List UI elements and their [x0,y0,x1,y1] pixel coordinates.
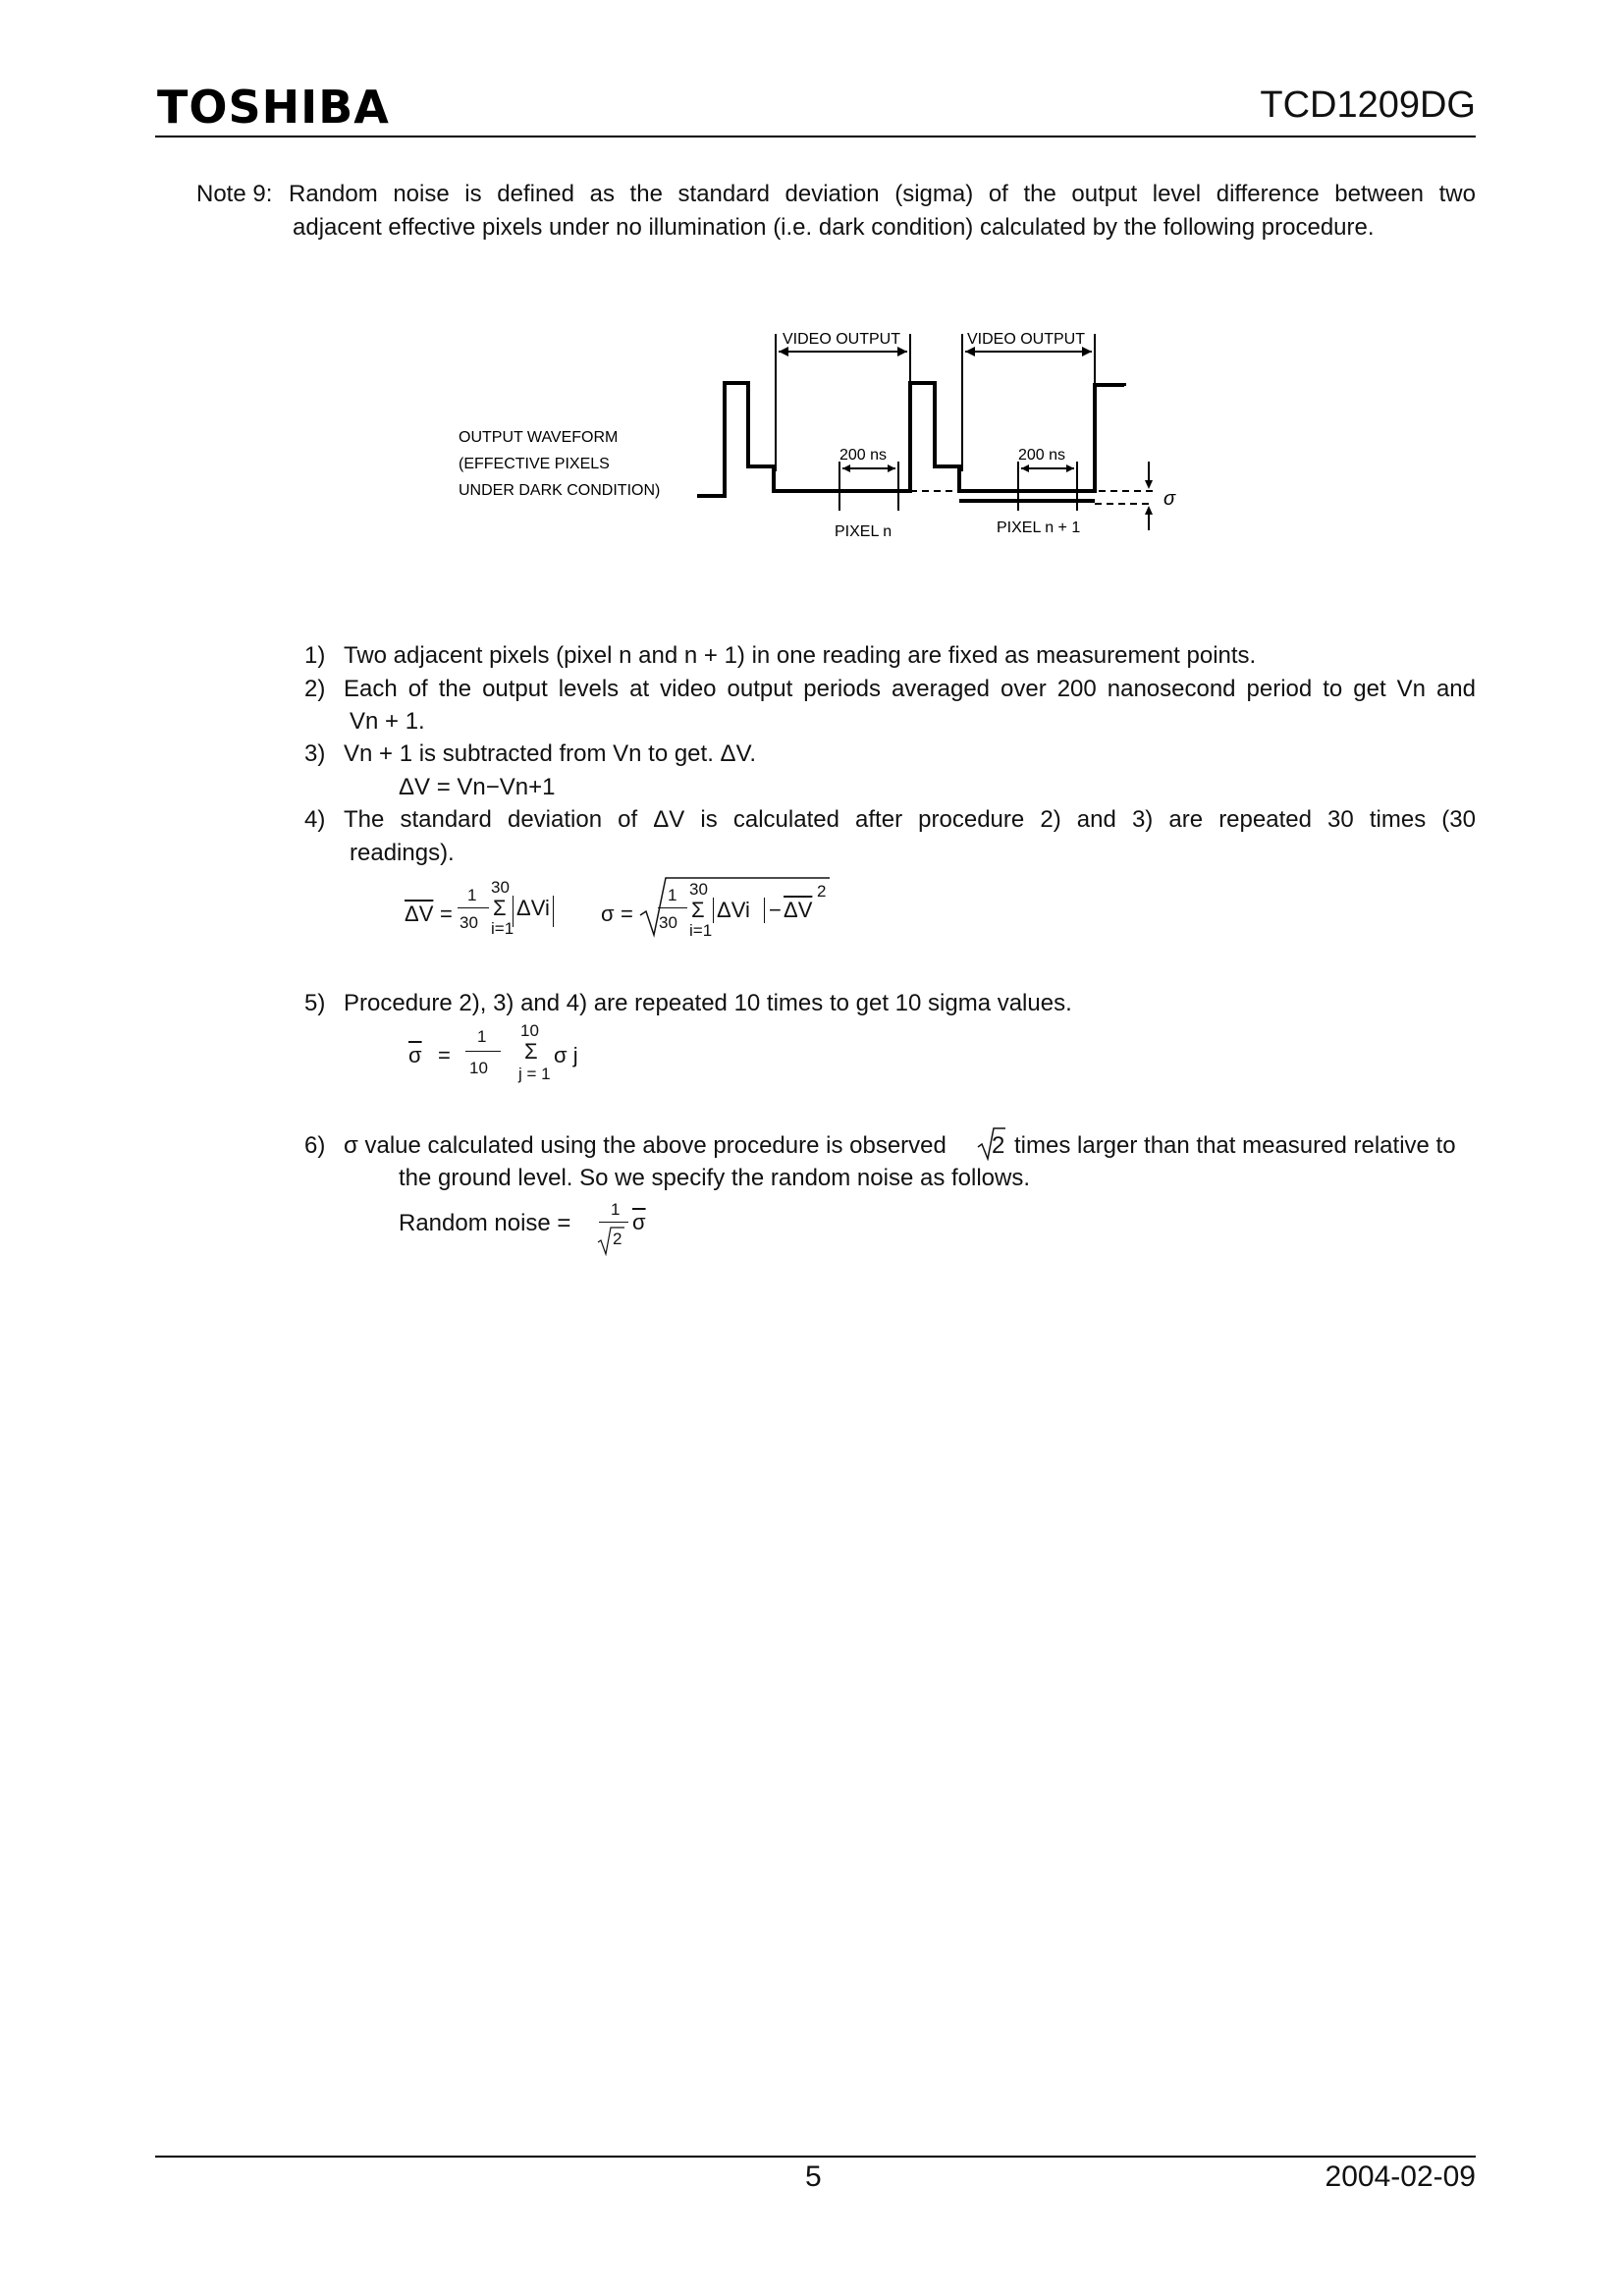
period-label-2: 200 ns [1018,447,1066,464]
period-label-1: 200 ns [839,447,888,464]
dv-frac-numerator: 1 [467,886,477,904]
step-6-number: 6) [304,1132,326,1159]
page-number: 5 [805,2160,822,2193]
sigma-minus: − [764,898,782,923]
step-5-text: Procedure 2), 3) and 4) are repeated 10 times to get 10 sigma values. [344,990,1072,1016]
dv-abs: ΔVi [513,896,554,927]
random-noise-label: Random noise = [399,1210,571,1236]
sigma-mean-numerator: 1 [477,1027,487,1046]
dv-sum-lower: i=1 [491,919,514,938]
sigma-sum-upper-10: 10 [520,1021,539,1040]
waveform-caption-3: UNDER DARK CONDITION) [459,482,661,499]
sigma-frac-denominator: 30 [659,913,677,932]
rn-frac-line [599,1222,628,1223]
step-5-number: 5) [304,990,326,1016]
toshiba-logo: TOSHIBA [157,81,390,134]
sigma-sum-symbol: Σ [691,898,705,922]
step-1-text: Two adjacent pixels (pixel n and n + 1) in one reading are fixed as measurement points. [344,642,1257,669]
dv-frac-line [458,907,489,908]
sigma-frac-line [658,907,687,908]
sigma-square: 2 [817,882,827,901]
step-6-text-a3: times larger than that measured relative to [1014,1132,1456,1159]
step-3-formula: ΔV = Vn−Vn+1 [399,774,556,800]
dv-mean-eq: = [440,902,453,926]
sigma-formula-symbol: σ [601,902,615,926]
sigma-j: σ j [554,1043,578,1067]
step-3-text: Vn + 1 is subtracted from Vn to get. ΔV. [344,740,757,767]
sigma-mean-denominator: 10 [469,1059,488,1077]
step-2-text-b: Vn + 1. [350,708,425,735]
video-output-label-1: VIDEO OUTPUT [783,331,901,348]
pixel-n1-label: PIXEL n + 1 [997,519,1081,536]
note-line-1: Random noise is defined as the standard deviation (sigma) of the output level difference between two [289,181,1476,207]
video-output-label-2: VIDEO OUTPUT [967,331,1086,348]
document-date: 2004-02-09 [1325,2160,1476,2193]
note-line-2: adjacent effective pixels under no illumination (i.e. dark condition) calculated by the following procedure. [293,214,1375,241]
output-waveform-diagram [447,314,1193,550]
step-2-number: 2) [304,676,326,702]
dv-mean-formula [405,902,433,927]
step-4-number: 4) [304,806,326,833]
dv-sum-symbol: Σ [493,896,507,920]
sigma-mean-line [465,1051,501,1052]
sigma-sum-lower-j: j = 1 [518,1065,551,1083]
sigma-sum-lower: i=1 [689,921,713,940]
waveform-caption-2: (EFFECTIVE PIXELS [459,456,610,472]
footer-rule [155,2156,1476,2158]
step-2-text-a: Each of the output levels at video output periods averaged over 200 nanosecond period to get Vn and [344,676,1476,702]
sigma-mean-symbol: $\overline{\sigma}$ [408,1043,422,1067]
sigma-mean-eq: = [438,1043,451,1067]
step-3-number: 3) [304,740,326,767]
header-rule [155,136,1476,137]
dv-frac-denominator: 30 [460,913,478,932]
sigma-dv-bar: $\overline{\Delta V}$ [784,898,813,922]
sigma-sum-symbol-10: Σ [524,1039,538,1064]
document-id: TCD1209DG [1260,84,1476,126]
step-6-text-b: the ground level. So we specify the random noise as follows. [399,1165,1031,1191]
sigma-sum-upper: 30 [689,880,708,899]
waveform-caption-1: OUTPUT WAVEFORM [459,429,619,446]
rn-sigma-bar: $\overline{\sigma}$ [632,1210,646,1234]
dv-bar-symbol: $\overline{\Delta V}$ [405,902,434,926]
sigma-label: σ [1163,488,1176,510]
step-4-text-a: The standard deviation of ΔV is calculated after procedure 2) and 3) are repeated 30 times (30 [344,806,1476,833]
sigma-formula-eq: = [621,902,633,926]
step-4-text-b: readings). [350,840,455,866]
note-label: Note 9: [196,181,273,207]
sigma-abs-open: ΔVi [713,898,750,923]
step-6-text-a1: σ value calculated using the above procedure is observed [344,1132,947,1159]
pixel-n-label: PIXEL n [835,523,893,540]
rn-numerator: 1 [611,1200,621,1219]
step-6-root-value: 2 [992,1132,1005,1159]
step-1-number: 1) [304,642,326,669]
dv-sum-upper: 30 [491,878,510,897]
sigma-frac-numerator: 1 [668,886,677,904]
rn-sqrt-icon [597,1225,626,1256]
waveform-trace [697,383,1124,496]
rn-root-value: 2 [613,1230,622,1248]
